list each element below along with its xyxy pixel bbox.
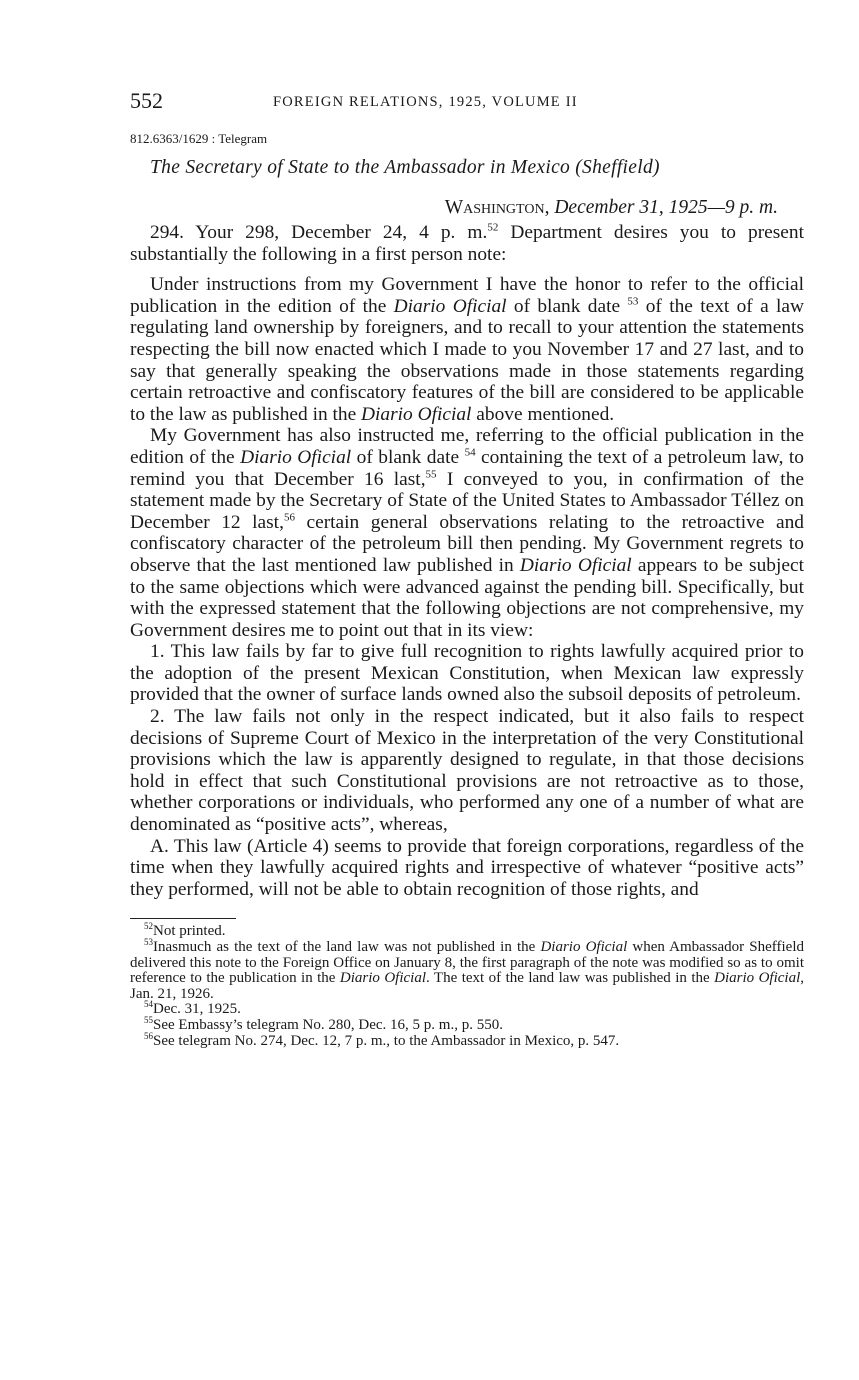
paragraph-text: I conveyed to you, in confirmation of the statement made by the Secretary of State of the United States to Ambassador Téllez on December 12 last, bbox=[130, 468, 804, 533]
footnote-mark: 55 bbox=[144, 1014, 153, 1025]
paragraph-text: 294. Your 298, December 24, 4 p. m. bbox=[150, 222, 488, 243]
paragraph-text: certain general observations relating to the retroactive and confiscatory character of the petroleum bill then pending. My Government regrets to observe that the last mentioned law published in bbox=[130, 511, 805, 576]
publication-name: Diario Oficial bbox=[393, 295, 507, 317]
dateline bbox=[130, 197, 804, 219]
paragraph-objection-2: 2. The law fails not only in the respect indicated, but it also fails to respect decisions of Supreme Court of Mexico in the interpretation of the very Constitutional provisions which the law is apparently designed to regulate, in that those decisions hold in effect that such Constitutional provisions are not retroactive as to those, whether corporations or individuals, who performed any one of a number of what are denominated as “positive acts”, whereas, bbox=[130, 706, 804, 836]
publication-name: Diario Oficial bbox=[540, 939, 628, 955]
footnote-54 bbox=[130, 999, 804, 1018]
footnote-55 bbox=[130, 1014, 804, 1034]
paragraph-text: appears to be subject to the same objections which were advanced against the pending bill. Specifically, but with the expressed statement that the following objections are not comprehensive, my Government desires me to point out that in its view: bbox=[130, 554, 804, 641]
footnote-56 bbox=[130, 1030, 804, 1050]
footnote-ref-55[interactable]: 55 bbox=[425, 468, 437, 481]
footnote-ref-53[interactable]: 53 bbox=[627, 295, 639, 308]
footnote-text: . The text of the land law was published in the bbox=[426, 970, 715, 987]
page-number: 552 bbox=[130, 88, 163, 113]
paragraph-objection-1: 1. This law fails by far to give full recognition to rights lawfully acquired prior to the adoption of the present Mexican Constitution, when Mexican law expressly provided that the owner of surface lands owned also the subsoil deposits of petroleum. bbox=[130, 641, 804, 706]
dateline-city: Washington, bbox=[444, 197, 550, 218]
file-reference: 812.6363/1629 : Telegram bbox=[130, 131, 268, 146]
paragraph-text: of blank date bbox=[351, 446, 465, 468]
publication-name: Diario Oficial bbox=[519, 554, 632, 576]
paragraph-text: containing the text of a petroleum law, to remind you that December 16 last, bbox=[130, 446, 804, 490]
document-title: The Secretary of State to the Ambassador in Mexico (Sheffield) bbox=[150, 157, 660, 178]
footnote-53 bbox=[130, 937, 804, 1002]
footnote-text: , Jan. 21, 1926. bbox=[130, 970, 804, 1002]
paragraph-land-law bbox=[130, 274, 804, 425]
footnote-mark: 53 bbox=[144, 937, 153, 947]
paragraph-text: My Government has also instructed me, referring to the official publication in the edition of the bbox=[130, 425, 804, 468]
footnote-text: Inasmuch as the text of the land law was not published in the bbox=[153, 939, 541, 955]
publication-name: Diario Oficial bbox=[240, 446, 352, 468]
publication-name: Diario Oficial bbox=[339, 970, 427, 987]
paragraph-text: Under instructions from my Government I have the honor to refer to the official publication in the edition of the bbox=[130, 274, 804, 317]
footnote-ref-52[interactable]: 52 bbox=[487, 221, 499, 234]
paragraph-text: Department desires you to present substantially the following in a first person note: bbox=[130, 222, 805, 265]
footnote-text: Not printed. bbox=[153, 923, 226, 940]
footnote-52 bbox=[130, 921, 804, 940]
footnote-text: when Ambassador Sheffield delivered this note to the Foreign Office on January 8, the first paragraph of the note was modified so as to omit reference to the publication in the bbox=[130, 939, 804, 987]
telegram-body bbox=[130, 222, 804, 900]
note-text bbox=[130, 274, 804, 900]
footnote-text: See telegram No. 274, Dec. 12, 7 p. m., to the Ambassador in Mexico, p. 547. bbox=[153, 1032, 620, 1049]
footnote-text: See Embassy’s telegram No. 280, Dec. 16, 5 p. m., p. 550. bbox=[153, 1016, 503, 1033]
footnote-divider bbox=[130, 918, 236, 919]
footnote-text: Dec. 31, 1925. bbox=[153, 1001, 241, 1018]
footnote-mark: 54 bbox=[144, 999, 153, 1010]
footnote-mark: 52 bbox=[144, 921, 153, 932]
footnote-ref-56[interactable]: 56 bbox=[283, 511, 295, 524]
footnote-mark: 56 bbox=[144, 1030, 153, 1041]
paragraph-text: of blank date bbox=[506, 295, 628, 317]
paragraph-petroleum-law bbox=[130, 425, 804, 641]
footnote-ref-54[interactable]: 54 bbox=[464, 446, 476, 459]
paragraph-objection-a: A. This law (Article 4) seems to provide that foreign corporations, regardless of the time when they lawfully acquired rights and irrespective of whatever “positive acts” they performed, will not be able to obtain recognition of those rights, and bbox=[130, 835, 804, 900]
paragraph-text: above mentioned. bbox=[471, 403, 615, 425]
footnotes bbox=[130, 921, 804, 1049]
document-page bbox=[130, 88, 804, 1049]
paragraph-text: of the text of a law regulating land ownership by foreigners, and to recall to your attention the statements respecting the bill now enacted which I made to you November 17 and 27 last, and to say that generally speaking the observations made in those statements regarding certain retroactive and confiscatory features of the bill are considered to be applicable to the law as published in the bbox=[130, 295, 805, 425]
publication-name: Diario Oficial bbox=[361, 403, 472, 425]
paragraph-instruction bbox=[130, 222, 804, 265]
page-header bbox=[130, 88, 804, 120]
dateline-date: December 31, 1925—9 p. m. bbox=[554, 197, 778, 218]
running-head: FOREIGN RELATIONS, 1925, VOLUME II bbox=[273, 94, 578, 110]
publication-name: Diario Oficial bbox=[714, 970, 801, 987]
